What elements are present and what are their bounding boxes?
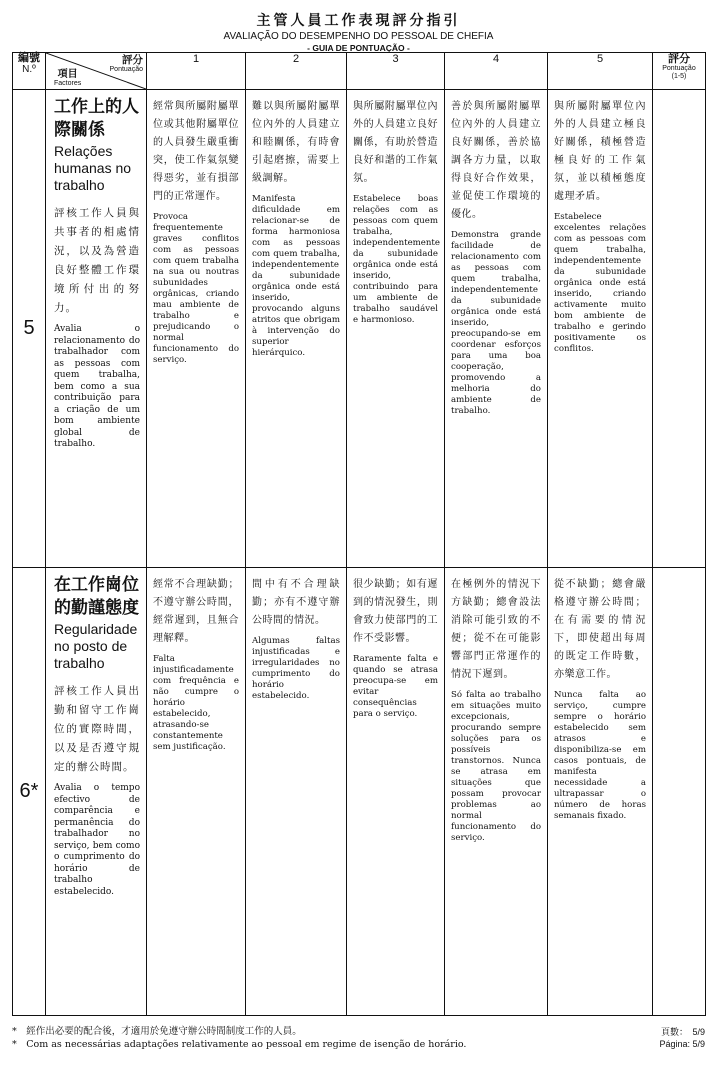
row-number: 6* bbox=[13, 568, 46, 1016]
score-desc-pt: Provoca frequentemente graves conflitos com as pessoas com quem trabalha na sua ou noutras subunidades orgânicas, criando mau ambiente de trabalho e prejudicando o normal funcionamento do serviço. bbox=[153, 212, 239, 365]
page-number-zh: 頁數： 5/9 bbox=[660, 1027, 705, 1037]
score-3-cell bbox=[347, 568, 445, 1016]
factor-title-zh: 在工作崗位的勤謹態度 bbox=[54, 575, 139, 618]
factor-desc-zh: 評核工作人員出勤和留守工作崗位的實際時間，以及是否遵守規定的辦公時間。 bbox=[54, 685, 140, 773]
title-chinese: 主管人員工作表現評分指引 bbox=[256, 13, 461, 29]
header-score-pt: Pontuação bbox=[109, 66, 143, 73]
footnote-pt: * Com as necessárias adaptações relativamente ao pessoal em regime de isenção de horário. bbox=[12, 1039, 467, 1050]
score-1-cell bbox=[147, 90, 246, 568]
row-number: 5 bbox=[13, 90, 46, 568]
header-last-zh: 評分 bbox=[668, 53, 690, 65]
header-score-column bbox=[653, 53, 706, 90]
score-desc-zh: 間中有不合理缺勤；亦有不遵守辦公時間的情況。 bbox=[252, 579, 340, 626]
score-desc-pt: Estabelece excelentes relações com as pessoas com quem trabalha, independentemente da subunidade orgânica onde está inserido, criando activamente muito bom ambiente de trabalho e gerindo positivamente os conflitos. bbox=[554, 212, 646, 354]
score-desc-zh: 從不缺勤；總會嚴格遵守辦公時間；在有需要的情況下，即使超出每周的既定工作時數，亦樂意工作。 bbox=[554, 579, 646, 680]
score-desc-pt: Demonstra grande facilidade de relacionamento com as pessoas com quem trabalha, independentemente da subunidade orgânica onde está inserido, preocupando-se em coordenar esforços para uma boa cooperação, promovendo a melhoria do ambiente de trabalho. bbox=[451, 230, 541, 416]
header-last-pt: Pontuação bbox=[662, 65, 696, 73]
page-number-pt: Página: 5/9 bbox=[659, 1039, 705, 1049]
factor-title-pt: Regularidade no posto de trabalho bbox=[54, 621, 138, 671]
score-5-cell bbox=[548, 568, 653, 1016]
score-desc-zh: 很少缺勤；如有遲到的情況發生，則會致力使部門的工作不受影響。 bbox=[353, 579, 438, 644]
header-item-pt: Factores bbox=[54, 80, 82, 87]
header-col-5: 5 bbox=[548, 53, 653, 90]
header-row bbox=[13, 53, 706, 90]
score-desc-zh: 與所屬附屬單位內外的人員建立良好關係，有助於營造良好和諧的工作氣氛。 bbox=[353, 101, 438, 184]
title-subtitle: - GUIA DE PONTUAÇÃO - bbox=[307, 43, 410, 53]
header-col-4: 4 bbox=[445, 53, 548, 90]
header-col-3: 3 bbox=[347, 53, 445, 90]
factor-title-pt: Relações humanas no trabalho bbox=[54, 143, 132, 193]
page-number bbox=[659, 1026, 705, 1050]
factor-cell bbox=[46, 568, 147, 1016]
score-4-cell bbox=[445, 568, 548, 1016]
header-col-1: 1 bbox=[147, 53, 246, 90]
title-portuguese: AVALIAÇÃO DO DESEMPENHO DO PESSOAL DE CHEFIA bbox=[223, 31, 494, 42]
score-desc-zh: 善於與所屬附屬單位內外的人員建立良好關係，善於協調各方力量，以取得良好合作效果，並促使工作環境的優化。 bbox=[451, 101, 541, 220]
factor-desc-pt: Avalia o relacionamento do trabalhador com as pessoas com quem trabalha, bem como a sua contribuição para a criação de um bom ambiente global de trabalho. bbox=[54, 324, 140, 449]
factor-desc-zh: 評核工作人員與共事者的相處情況，以及為營造良好整體工作環境所付出的努力。 bbox=[54, 207, 140, 314]
score-2-cell bbox=[246, 568, 347, 1016]
header-item-zh: 項目 bbox=[57, 69, 78, 80]
score-entry-cell[interactable] bbox=[653, 90, 706, 568]
score-desc-pt: Só falta ao trabalho em situações muito excepcionais, procurando sempre soluções para os possíveis transtornos. Nunca se atrasa em situações que possam provocar problemas ao normal funcionamento do serviço. bbox=[451, 690, 541, 843]
table-row bbox=[13, 90, 706, 568]
score-desc-pt: Algumas faltas injustificadas e irregularidades no cumprimento do horário estabelecido. bbox=[252, 636, 340, 701]
header-number-zh: 編號 bbox=[18, 52, 40, 64]
score-2-cell bbox=[246, 90, 347, 568]
score-desc-zh: 難以與所屬附屬單位內外的人員建立和睦關係，有時會引起磨擦，需要上級調解。 bbox=[252, 101, 340, 184]
score-desc-zh: 經常不合理缺勤；不遵守辦公時間，經常遲到，且無合理解釋。 bbox=[153, 579, 239, 644]
header-number bbox=[13, 53, 46, 90]
header-col-2: 2 bbox=[246, 53, 347, 90]
score-desc-pt: Nunca falta ao serviço, cumpre sempre o horário estabelecido sem atrasos e disponibiliza-se em casos pontuais, de manifesta necessidade a ultrapassar o número de horas semanais fixado. bbox=[554, 690, 646, 821]
footnote-zh: * 經作出必要的配合後，才適用於免遵守辦公時間制度工作的人員。 bbox=[12, 1026, 302, 1037]
score-desc-zh: 在極例外的情況下方缺勤；總會設法消除可能引致的不便；從不在可能影響部門正常運作的情況下遲到。 bbox=[451, 579, 541, 680]
header-score-zh: 評分 bbox=[122, 54, 143, 66]
score-3-cell bbox=[347, 90, 445, 568]
score-desc-pt: Falta injustificadamente com frequência e não cumpre o horário estabelecido, atrasando-se constantemente sem justificação. bbox=[153, 654, 239, 752]
score-entry-cell[interactable] bbox=[653, 568, 706, 1016]
score-4-cell bbox=[445, 90, 548, 568]
factor-title-zh: 工作上的人際關係 bbox=[54, 97, 139, 140]
scoring-guide-table bbox=[12, 52, 706, 1016]
table-row bbox=[13, 568, 706, 1016]
factor-desc-pt: Avalia o tempo efectivo de comparência e permanência do trabalhador no serviço, bem como o cumprimento do horário de trabalho estabelecido. bbox=[54, 783, 140, 897]
score-5-cell bbox=[548, 90, 653, 568]
score-desc-pt: Estabelece boas relações com as pessoas com quem trabalha, independentemente da subunidade orgânica onde está inserido, contribuindo para um ambiente de trabalho saudável e harmonioso. bbox=[353, 194, 440, 325]
score-desc-zh: 與所屬附屬單位內外的人員建立極良好關係，積極營造極良好的工作氣氛，並以積極態度處理矛盾。 bbox=[554, 101, 646, 202]
score-desc-pt: Raramente falta e quando se atrasa preocupa-se em evitar consequências para o serviço. bbox=[353, 654, 438, 719]
header-factor bbox=[46, 53, 147, 90]
score-1-cell bbox=[147, 568, 246, 1016]
document-title-block bbox=[12, 8, 705, 52]
score-desc-zh: 經常與所屬附屬單位或其他附屬單位的人員發生嚴重衝突，使工作氣氛變得惡劣，並有損部門的正常運作。 bbox=[153, 101, 239, 202]
header-last-range: (1-5) bbox=[671, 72, 687, 80]
score-desc-pt: Manifesta dificuldade em relacionar-se de forma harmoniosa com as pessoas com quem trabalha, independentemente da subunidade orgânica onde está inserido, provocando alguns atritos que obrigam à intervenção do superior hierárquico. bbox=[252, 194, 340, 358]
header-number-pt: N.º bbox=[22, 63, 36, 75]
factor-cell bbox=[46, 90, 147, 568]
